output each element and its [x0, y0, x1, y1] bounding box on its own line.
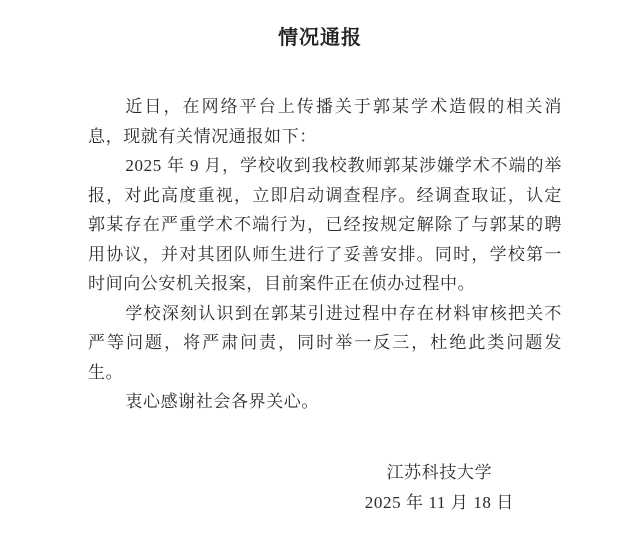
paragraph-thanks: 衷心感谢社会各界关心。	[125, 392, 319, 411]
signature-date: 2025 年 11 月 18 日	[364, 493, 514, 512]
document-title: 情况通报	[278, 27, 362, 49]
signature-organization: 江苏科技大学	[386, 463, 493, 482]
paragraph-accountability: 学校深刻认识到在郭某引进过程中存在材料审核把关不严等问题，将严肃问责，同时举一反三，杜绝此类问题发生。	[88, 303, 562, 382]
document-body	[88, 92, 562, 417]
paragraph-investigation: 2025 年 9 月，学校收到我校教师郭某涉嫌学术不端的举报，对此高度重视，立即启动调查程序。经调查取证，认定郭某存在严重学术不端行为，已经按规定解除了与郭某的聘用协议，并对其团队师生进行了妥善安排。同时，学校第一时间向公安机关报案，目前案件正在侦办过程中。	[88, 156, 562, 293]
signature-block	[365, 458, 514, 518]
paragraph-intro: 近日，在网络平台上传播关于郭某学术造假的相关消息，现就有关情况通报如下：	[88, 97, 562, 146]
